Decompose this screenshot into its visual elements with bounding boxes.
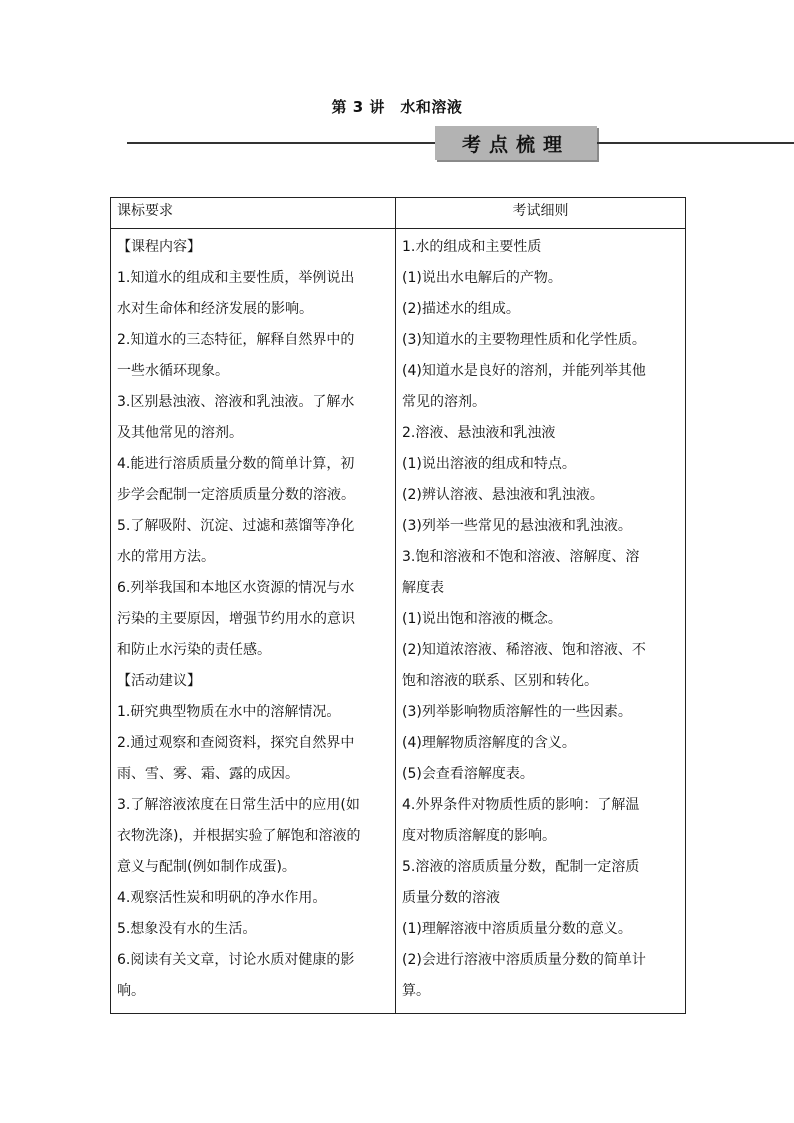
- exam-detail-line: (2)描述水的组成。: [402, 301, 520, 317]
- exam-detail-line: (1)说出饱和溶液的概念。: [402, 611, 562, 627]
- curriculum-line: 4.观察活性炭和明矾的净水作用。: [117, 890, 327, 906]
- banner-rule-right: [597, 142, 794, 144]
- exam-detail-line: (3)知道水的主要物理性质和化学性质。: [402, 332, 646, 348]
- curriculum-line: 2.通过观察和查阅资料，探究自然界中: [117, 735, 355, 751]
- exam-details-cell: [396, 229, 686, 1014]
- exam-detail-line: (2)会进行溶液中溶质质量分数的简单计: [402, 952, 646, 968]
- curriculum-cell: [111, 229, 396, 1014]
- exam-detail-line: 质量分数的溶液: [402, 890, 500, 906]
- exam-detail-line: 度对物质溶解度的影响。: [402, 828, 556, 844]
- exam-detail-line: (1)理解溶液中溶质质量分数的意义。: [402, 921, 632, 937]
- curriculum-line: 雨、雪、雾、霜、露的成因。: [117, 766, 299, 782]
- exam-detail-line: (5)会查看溶解度表。: [402, 766, 534, 782]
- curriculum-line: 6.阅读有关文章，讨论水质对健康的影: [117, 952, 355, 968]
- curriculum-line: 3.了解溶液浓度在日常生活中的应用(如: [117, 797, 360, 813]
- curriculum-line: 4.能进行溶质质量分数的简单计算，初: [117, 456, 355, 472]
- exam-detail-line: (4)理解物质溶解度的含义。: [402, 735, 576, 751]
- curriculum-line: 污染的主要原因，增强节约用水的意识: [117, 611, 355, 627]
- exam-detail-line: 算。: [402, 983, 430, 999]
- exam-details-lines: [402, 232, 679, 1007]
- curriculum-line: 和防止水污染的责任感。: [117, 642, 271, 658]
- curriculum-line: 水的常用方法。: [117, 549, 215, 565]
- exam-detail-line: 解度表: [402, 580, 444, 596]
- curriculum-lines: [117, 232, 389, 1007]
- curriculum-line: 响。: [117, 983, 145, 999]
- exam-detail-line: (3)列举一些常见的悬浊液和乳浊液。: [402, 518, 632, 534]
- exam-detail-line: 饱和溶液的联系、区别和转化。: [402, 673, 598, 689]
- exam-detail-line: (2)知道浓溶液、稀溶液、饱和溶液、不: [402, 642, 646, 658]
- exam-detail-line: 1.水的组成和主要性质: [402, 239, 542, 255]
- exam-detail-line: (1)说出溶液的组成和特点。: [402, 456, 576, 472]
- section-banner: 考点梳理: [435, 126, 597, 160]
- curriculum-header: 课标要求: [111, 198, 396, 229]
- curriculum-line: 水对生命体和经济发展的影响。: [117, 301, 313, 317]
- curriculum-line: 一些水循环现象。: [117, 363, 229, 379]
- exam-detail-line: 常见的溶剂。: [402, 394, 486, 410]
- curriculum-line: 5.了解吸附、沉淀、过滤和蒸馏等净化: [117, 518, 355, 534]
- curriculum-line: 【活动建议】: [117, 673, 201, 689]
- curriculum-line: 3.区别悬浊液、溶液和乳浊液。了解水: [117, 394, 355, 410]
- curriculum-line: 1.研究典型物质在水中的溶解情况。: [117, 704, 341, 720]
- exam-detail-line: 5.溶液的溶质质量分数，配制一定溶质: [402, 859, 640, 875]
- exam-detail-line: 4.外界条件对物质性质的影响：了解温: [402, 797, 640, 813]
- exam-detail-line: (4)知道水是良好的溶剂，并能列举其他: [402, 363, 646, 379]
- curriculum-line: 6.列举我国和本地区水资源的情况与水: [117, 580, 355, 596]
- curriculum-line: 意义与配制(例如制作成蛋)。: [117, 859, 296, 875]
- curriculum-line: 5.想象没有水的生活。: [117, 921, 257, 937]
- exam-details-header: 考试细则: [396, 198, 686, 229]
- exam-detail-line: (1)说出水电解后的产物。: [402, 270, 562, 286]
- lesson-title: 第 3 讲 水和溶液: [331, 98, 463, 116]
- exam-detail-line: 2.溶液、悬浊液和乳浊液: [402, 425, 556, 441]
- exam-detail-line: (3)列举影响物质溶解性的一些因素。: [402, 704, 632, 720]
- curriculum-line: 步学会配制一定溶质质量分数的溶液。: [117, 487, 355, 503]
- exam-detail-line: 3.饱和溶液和不饱和溶液、溶解度、溶: [402, 549, 640, 565]
- curriculum-line: 衣物洗涤)，并根据实验了解饱和溶液的: [117, 828, 361, 844]
- curriculum-line: 1.知道水的组成和主要性质，举例说出: [117, 270, 355, 286]
- exam-detail-line: (2)辨认溶液、悬浊液和乳浊液。: [402, 487, 604, 503]
- curriculum-line: 【课程内容】: [117, 239, 201, 255]
- banner-rule-left: [127, 142, 435, 144]
- curriculum-line: 及其他常见的溶剂。: [117, 425, 243, 441]
- curriculum-line: 2.知道水的三态特征，解释自然界中的: [117, 332, 355, 348]
- requirements-table: [110, 197, 686, 1014]
